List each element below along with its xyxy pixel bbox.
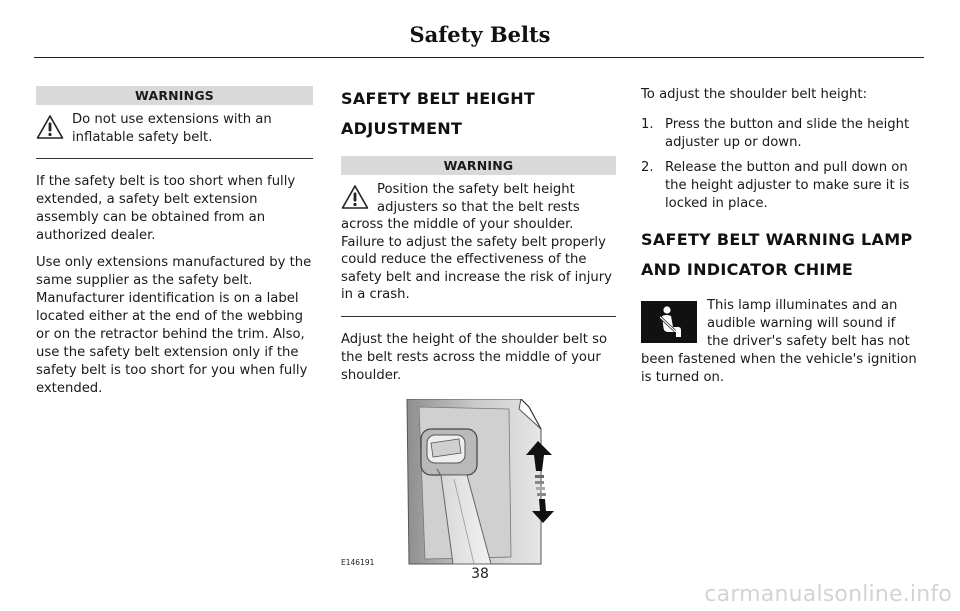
section-title-lamp-line2: AND INDICATOR CHIME <box>641 260 854 279</box>
extension-paragraph: If the safety belt is too short when fully extended, a safety belt extension assembly can be obtained from an authorized dealer. <box>36 174 296 243</box>
left-column <box>36 86 313 398</box>
warning-box <box>341 181 616 317</box>
section-title-height-line2: ADJUSTMENT <box>341 119 463 138</box>
step-text: Press the button and slide the height adjuster up or down. <box>665 117 910 150</box>
section-title-height-line1: SAFETY BELT HEIGHT <box>341 89 536 108</box>
step-number: 1. <box>641 117 654 132</box>
seatbelt-warning-icon <box>641 301 697 343</box>
list-item <box>641 116 921 152</box>
extension-usage-paragraph: Use only extensions manufactured by the same supplier as the safety belt. Manufacturer identification is on a label located either at the end of the webbing or on the retractor behind the trim. Also, use the safety belt extension only if the safety belt is too short for you when fully extended. <box>36 255 312 396</box>
list-item <box>641 159 921 213</box>
warning-box <box>36 111 313 159</box>
warning-triangle-icon <box>36 114 64 140</box>
page-header-title: Safety Belts <box>409 22 551 47</box>
page-number: 38 <box>471 566 489 582</box>
warning-text: Position the safety belt height adjusters so that the belt rests across the middle of your shoulder. Failure to adjust the safety belt properly could reduce the effectiveness of the safety belt and increase the risk of injury in a crash. <box>341 182 612 302</box>
illustration-code: E146191 <box>341 557 375 567</box>
adjust-steps-list <box>641 116 921 213</box>
adjust-paragraph: Adjust the height of the shoulder belt so the belt rests across the middle of your shoulder. <box>341 331 608 383</box>
warning-lamp-description <box>641 297 921 387</box>
warning-triangle-icon <box>341 184 369 210</box>
step-number: 2. <box>641 160 654 175</box>
warning-text: Do not use extensions with an inflatable safety belt. <box>72 112 272 145</box>
right-column <box>641 86 921 387</box>
step-text: Release the button and pull down on the height adjuster to make sure it is locked in place. <box>665 160 910 211</box>
section-title-lamp-line1: SAFETY BELT WARNING LAMP <box>641 230 913 249</box>
watermark: carmanualsonline.info <box>704 582 952 607</box>
warning-lamp-text: This lamp illuminates and an audible warning will sound if the driver's safety belt has not been fastened when the vehicle's ignition is turned on. <box>641 298 917 385</box>
adjust-intro: To adjust the shoulder belt height: <box>641 87 868 102</box>
middle-column <box>341 86 616 569</box>
warnings-heading: WARNINGS <box>36 86 313 105</box>
header-divider <box>34 57 924 58</box>
belt-height-adjuster-illustration <box>341 399 616 569</box>
warning-heading: WARNING <box>341 156 616 175</box>
adjuster-drawing <box>341 399 616 569</box>
